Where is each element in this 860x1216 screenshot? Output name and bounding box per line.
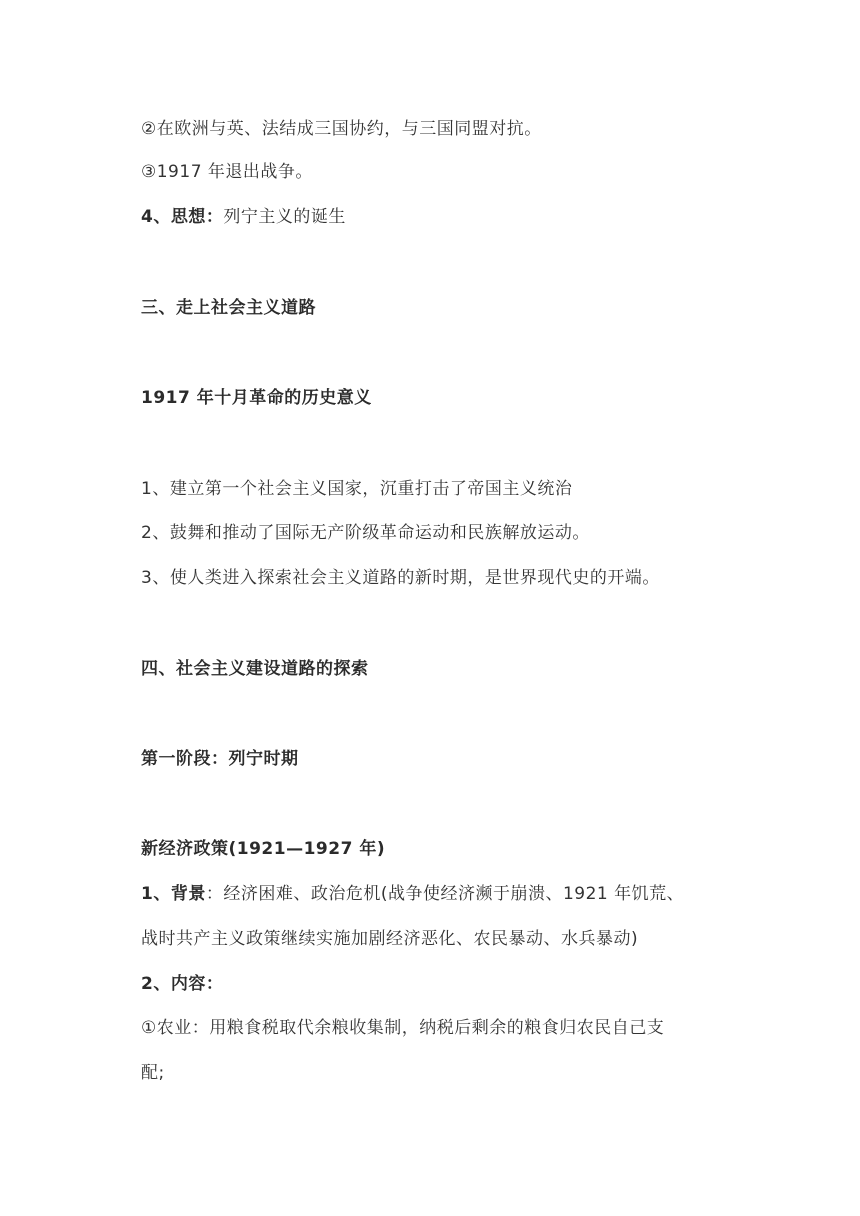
text-line-agriculture: ①农业：用粮食税取代余粮收集制，纳税后剩余的粮食归农民自己支	[141, 1018, 665, 1038]
subheading-october-revolution: 1917 年十月革命的历史意义	[141, 388, 372, 408]
significance-item-1: 1、建立第一个社会主义国家，沉重打击了帝国主义统治	[141, 479, 573, 499]
section-heading-3: 三、走上社会主义道路	[141, 298, 316, 318]
background-label: 1、背景	[141, 884, 206, 904]
text-line-agriculture-cont: 配;	[141, 1063, 165, 1083]
significance-item-3: 3、使人类进入探索社会主义道路的新时期，是世界现代史的开端。	[141, 568, 660, 588]
subheading-nep: 新经济政策(1921—1927 年)	[141, 839, 386, 859]
text-line-background	[141, 882, 684, 906]
background-text: ：经济困难、政治危机(战争使经济濒于崩溃、1921 年饥荒、	[205, 884, 685, 904]
section-heading-4: 四、社会主义建设道路的探索	[141, 659, 369, 679]
subheading-stage-1: 第一阶段：列宁时期	[141, 749, 299, 769]
text-line-entente: ②在欧洲与英、法结成三国协约，与三国同盟对抗。	[141, 119, 542, 139]
significance-item-2: 2、鼓舞和推动了国际无产阶级革命运动和民族解放运动。	[141, 523, 590, 543]
text-line-thought	[141, 205, 346, 229]
content-label: 2、内容：	[141, 974, 224, 994]
text-line-background-cont: 战时共产主义政策继续实施加剧经济恶化、农民暴动、水兵暴动)	[141, 929, 639, 949]
thought-text: 列宁主义的诞生	[223, 207, 346, 227]
text-line-exit-war: ③1917 年退出战争。	[141, 162, 313, 182]
thought-label: 4、思想：	[141, 207, 224, 227]
